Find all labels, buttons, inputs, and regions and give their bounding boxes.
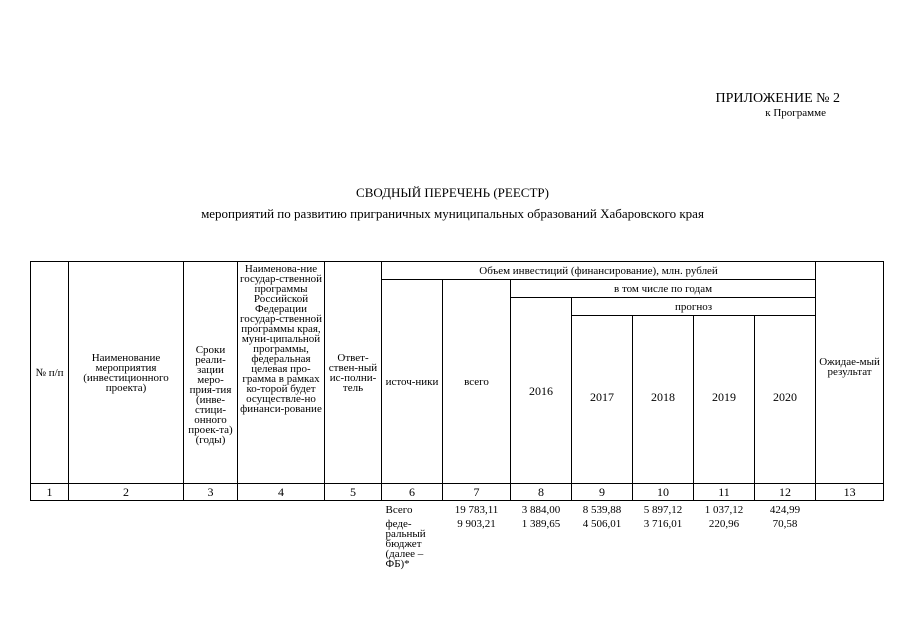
- header-responsible: Ответ-ствен-ный ис-полни-тель: [325, 262, 382, 484]
- header-sources: источ-ники: [382, 280, 443, 484]
- row-source: Всего: [385, 504, 413, 516]
- row-value: 3 884,00: [521, 504, 561, 516]
- page-subtitle: мероприятий по развитию приграничных муниципальных образований Хабаровского края: [201, 206, 704, 221]
- row-value: 1 037,12: [704, 504, 744, 516]
- column-number: 2: [69, 484, 184, 501]
- row-source: феде-ральный бюджет (далее – ФБ)*: [385, 518, 426, 570]
- header-name: Наименование мероприятия (инвестиционного проекта): [69, 262, 184, 484]
- registry-table: [30, 261, 884, 569]
- column-number: 7: [443, 484, 511, 501]
- column-number: 4: [238, 484, 325, 501]
- column-number: 1: [31, 484, 69, 501]
- header-result: Ожидае-мый результат: [816, 262, 884, 484]
- row-value: 4 506,01: [582, 518, 622, 530]
- appendix-number: ПРИЛОЖЕНИЕ № 2: [715, 91, 840, 106]
- row-value: 424,99: [769, 504, 801, 516]
- column-number: 13: [816, 484, 884, 501]
- header-year-2018: 2018: [633, 316, 694, 484]
- page-title: СВОДНЫЙ ПЕРЕЧЕНЬ (РЕЕСТР): [356, 185, 549, 200]
- column-number: 12: [755, 484, 816, 501]
- table-row: [31, 515, 884, 569]
- header-terms: Сроки реали-зации меро-прия-тия (инве-стици-онного проек-та) (годы): [184, 262, 238, 484]
- row-total: 19 783,11: [454, 504, 499, 516]
- header-by-years: в том числе по годам: [511, 280, 816, 298]
- column-number: 9: [572, 484, 633, 501]
- header-investment: Объем инвестиций (финансирование), млн. рублей: [382, 262, 816, 280]
- header-forecast: прогноз: [572, 298, 816, 316]
- header-year-2019: 2019: [694, 316, 755, 484]
- column-number: 3: [184, 484, 238, 501]
- column-number: 11: [694, 484, 755, 501]
- column-number: 5: [325, 484, 382, 501]
- appendix-block: [716, 91, 841, 120]
- row-value: 5 897,12: [643, 504, 683, 516]
- row-value: 8 539,88: [582, 504, 622, 516]
- header-year-2017: 2017: [572, 316, 633, 484]
- header-num: № п/п: [31, 262, 69, 484]
- header-total: всего: [443, 280, 511, 484]
- column-number: 6: [382, 484, 443, 501]
- column-number: 10: [633, 484, 694, 501]
- header-year-2016: 2016: [511, 298, 572, 484]
- row-value: 3 716,01: [643, 518, 683, 530]
- row-value: 1 389,65: [521, 518, 561, 530]
- column-number: 8: [511, 484, 572, 501]
- row-total: 9 903,21: [457, 518, 496, 530]
- row-value: 220,96: [708, 518, 740, 530]
- header-year-2020: 2020: [755, 316, 816, 484]
- appendix-subtitle: к Программе: [765, 107, 826, 119]
- row-value: 70,58: [772, 518, 798, 530]
- table-row: [31, 501, 884, 516]
- header-program: Наименова-ние государ-ственной программы Российской Федерации государ-ственной программы края, муни-ципальной программы, федеральная целевая про-грамма в рамках ко-торой будет осуществле-но финанси-рование: [238, 262, 325, 484]
